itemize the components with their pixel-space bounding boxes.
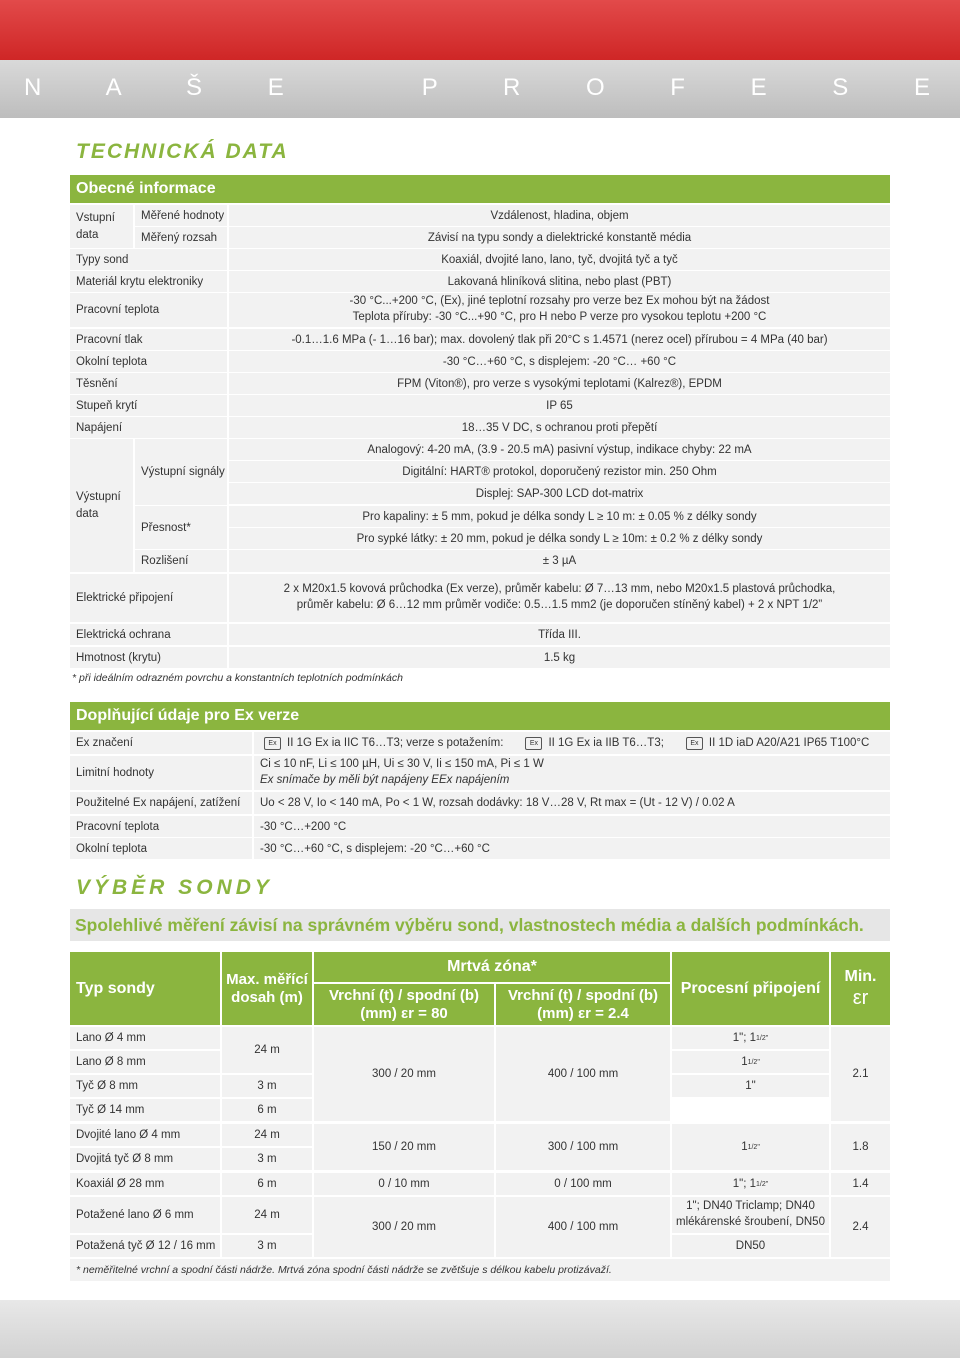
electrical-line-2: průměr kabelu: Ø 6…12 mm průměr vodiče: 0.5…1.5 mm2 (je doporučen stíněný kabel) + 2 x NPT 1/2” xyxy=(296,599,823,611)
seal-label: Těsnění xyxy=(70,373,227,394)
electrical xyxy=(229,574,890,622)
table-cell-min: 1.4 xyxy=(831,1173,890,1195)
ex-marking-icon: Ex xyxy=(264,737,281,750)
table-cell-dead24: 0 / 100 mm xyxy=(496,1173,670,1195)
head-min xyxy=(831,952,890,1025)
resolution-label: Rozlišení xyxy=(135,550,227,572)
head-min-1: Min. xyxy=(844,967,877,985)
ex-marking-2: II 1G Ex ia IIB T6…T3; xyxy=(548,737,664,749)
out-signals-label: Výstupní signály xyxy=(135,439,227,505)
table-cell-min: 2.4 xyxy=(831,1197,890,1257)
ex-marking-3: II 1D iaD A20/A21 IP65 T100°C xyxy=(708,737,870,749)
ambient-label: Okolní teplota xyxy=(70,351,227,372)
electrical-label: Elektrické připojení xyxy=(70,574,227,622)
table-cell-dead80: 0 / 10 mm xyxy=(314,1173,494,1195)
ex-supply-label: Použitelné Ex napájení, zatížení xyxy=(70,792,252,814)
table-cell-conn: 1 1/2" xyxy=(672,1124,829,1170)
table-cell-dead24: 400 / 100 mm xyxy=(496,1197,670,1257)
table-cell-dead24: 400 / 100 mm xyxy=(496,1027,670,1121)
head-dead-80: Vrchní (t) / spodní (b) (mm) εr = 80 xyxy=(314,984,494,1025)
supply: 18…35 V DC, s ochranou proti přepětí xyxy=(229,417,890,438)
op-pressure-label: Pracovní tlak xyxy=(70,329,227,350)
ambient: -30 °C…+60 °C, s displejem: -20 °C… +60 °C xyxy=(229,351,890,372)
table-row-type: Tyč Ø 14 mm xyxy=(70,1099,220,1121)
seal: FPM (Viton®), pro verze s vysokými teplotami (Kalrez®), EPDM xyxy=(229,373,890,394)
ex-ambient: -30 °C…+60 °C, s displejem: -20 °C…+60 °C xyxy=(254,838,890,859)
probe-types-label: Typy sond xyxy=(70,249,227,270)
ex-limits-label: Limitní hodnoty xyxy=(70,756,252,790)
table-cell-conn xyxy=(672,1099,829,1121)
table-cell-range: 3 m xyxy=(222,1075,312,1097)
electrical-line-1: 2 x M20x1.5 kovová průchodka (Ex verze), průměr kabelu: Ø 7…13 mm, nebo M20x1.5 plastová průchodka, xyxy=(283,583,836,596)
accuracy-label: Přesnost* xyxy=(135,506,227,549)
table-row-type: Lano Ø 8 mm xyxy=(70,1051,220,1073)
table-cell-dead80: 150 / 20 mm xyxy=(314,1124,494,1170)
op-temp-line-1: -30 °C...+200 °C, (Ex), jiné teplotní rozsahy pro verze bez Ex mohou být na žádost xyxy=(349,295,770,308)
ip: IP 65 xyxy=(229,395,890,416)
table-row-type: Dvojité lano Ø 4 mm xyxy=(70,1124,220,1146)
display: Displej: SAP-300 LCD dot-matrix xyxy=(229,483,890,504)
table-cell-conn: 1"; 1 1/2" xyxy=(672,1173,829,1195)
ex-header: Doplňující údaje pro Ex verze xyxy=(70,702,890,730)
title-band xyxy=(0,60,960,118)
ex-op-temp: -30 °C…+200 °C xyxy=(254,816,890,837)
ex-marking-label: Ex značení xyxy=(70,732,252,754)
table-row-type: Potažená tyč Ø 12 / 16 mm xyxy=(70,1235,220,1257)
protection-label: Elektrická ochrana xyxy=(70,624,227,645)
table-cell-conn: 1"; 1 1/2" xyxy=(672,1027,829,1049)
table-cell-min: 2.1 xyxy=(831,1027,890,1121)
top-red-band xyxy=(0,0,960,60)
selection-footnote: * neměřitelné vrchní a spodní části nádrže. Mrtvá zóna spodní části nádrže se zvětšuje s délkou kabelu protizávaží. xyxy=(70,1259,890,1281)
input-label: Vstupní data xyxy=(70,205,133,248)
ex-marking xyxy=(254,732,890,754)
head-type: Typ sondy xyxy=(70,952,220,1025)
acc-liquids: Pro kapaliny: ± 5 mm, pokud je délka sondy L ≥ 10 m: ± 0.05 % z délky sondy xyxy=(229,506,890,527)
table-cell-range: 6 m xyxy=(222,1173,312,1195)
ex-ambient-label: Okolní teplota xyxy=(70,838,252,859)
table-row-type: Tyč Ø 8 mm xyxy=(70,1075,220,1097)
ex-limits xyxy=(254,756,890,790)
bottom-band xyxy=(0,1300,960,1358)
table-cell-range: 24 m xyxy=(222,1027,312,1073)
head-min-2: εr xyxy=(852,987,869,1010)
table-cell-range: 3 m xyxy=(222,1148,312,1170)
technical-title: TECHNICKÁ DATA xyxy=(76,140,289,163)
op-temp-label: Pracovní teplota xyxy=(70,293,227,327)
supply-label: Napájení xyxy=(70,417,227,438)
weight-label: Hmotnost (krytu) xyxy=(70,647,227,668)
table-row-type: Potažené lano Ø 6 mm xyxy=(70,1197,220,1233)
table-cell-range: 3 m xyxy=(222,1235,312,1257)
ex-limits-1: Ci ≤ 10 nF, Li ≤ 100 µH, Ui ≤ 30 V, Ii ≤ 150 mA, Pi ≤ 1 W xyxy=(260,758,544,771)
resolution: ± 3 µA xyxy=(229,550,890,572)
weight: 1.5 kg xyxy=(229,647,890,668)
head-conn: Procesní připojení xyxy=(672,952,829,1025)
general-header: Obecné informace xyxy=(70,175,890,203)
probe-types: Koaxiál, dvojité lano, lano, tyč, dvojitá tyč a tyč xyxy=(229,249,890,270)
digital: Digitální: HART® protokol, doporučený rezistor min. 250 Ohm xyxy=(229,461,890,482)
table-cell-conn: DN50 xyxy=(672,1235,829,1257)
measured-range-label: Měřený rozsah xyxy=(135,227,227,248)
measured-values: Vzdálenost, hladina, objem xyxy=(229,205,890,226)
acc-solids: Pro sypké látky: ± 20 mm, pokud je délka sondy L ≥ 10m: ± 0.2 % z délky sondy xyxy=(229,528,890,549)
housing: Lakovaná hliníková slitina, nebo plast (PBT) xyxy=(229,271,890,292)
op-temp xyxy=(229,293,890,327)
head-max: Max. měřící dosah (m) xyxy=(222,952,312,1025)
table-cell-conn: 1 1/2" xyxy=(672,1051,829,1073)
protection: Třída III. xyxy=(229,624,890,645)
table-cell-min: 1.8 xyxy=(831,1124,890,1170)
ex-marking-icon: Ex xyxy=(525,737,542,750)
table-cell-dead80: 300 / 20 mm xyxy=(314,1027,494,1121)
technical-footnote: * při ideálním odrazném povrchu a konstantních teplotních podmínkách xyxy=(72,672,403,684)
op-pressure: -0.1…1.6 MPa (- 1…16 bar); max. dovolený tlak při 20°C s 1.4571 (nerez ocel) přírubou = 4 MPa (40 bar) xyxy=(229,329,890,350)
housing-label: Materiál krytu elektroniky xyxy=(70,271,227,292)
ex-limits-2: Ex snímače by měli být napájeny EEx napájením xyxy=(260,774,510,786)
head-dead-24: Vrchní (t) / spodní (b) (mm) εr = 2.4 xyxy=(496,984,670,1025)
measured-range: Závisí na typu sondy a dielektrické konstantě média xyxy=(229,227,890,248)
table-row-type: Koaxiál Ø 28 mm xyxy=(70,1173,220,1195)
table-row-type: Lano Ø 4 mm xyxy=(70,1027,220,1049)
selection-title: VÝBĚR SONDY xyxy=(76,876,273,899)
op-temp-line-2: Teplota příruby: -30 °C...+90 °C, pro H nebo P verze pro vysokou teplotu +200 °C xyxy=(352,311,767,323)
selection-headline: Spolehlivé měření závisí na správném výběru sond, vlastnostech média a dalších podmínkách. xyxy=(70,909,890,941)
table-cell-range: 24 m xyxy=(222,1197,312,1233)
ex-supply: Uo < 28 V, Io < 140 mA, Po < 1 W, rozsah dodávky: 18 V…28 V, Rt max = (Ut - 12 V) / 0.02 A xyxy=(254,792,890,814)
band-title: N A Š E P R O F E S E xyxy=(24,74,960,101)
table-cell-conn: 1"; DN40 Triclamp; DN40 mlékárenské šroubení, DN50 xyxy=(672,1197,829,1233)
table-row-type: Dvojitá tyč Ø 8 mm xyxy=(70,1148,220,1170)
head-dead: Mrtvá zóna* xyxy=(314,952,670,982)
table-cell-range: 6 m xyxy=(222,1099,312,1121)
output-label: Výstupní data xyxy=(70,439,133,572)
ip-label: Stupeň krytí xyxy=(70,395,227,416)
ex-op-temp-label: Pracovní teplota xyxy=(70,816,252,837)
table-cell-dead24: 300 / 100 mm xyxy=(496,1124,670,1170)
table-cell-conn: 1" xyxy=(672,1075,829,1097)
analog: Analogový: 4-20 mA, (3.9 - 20.5 mA) pasivní výstup, indikace chyby: 22 mA xyxy=(229,439,890,460)
ex-marking-icon: Ex xyxy=(686,737,703,750)
table-cell-dead80: 300 / 20 mm xyxy=(314,1197,494,1257)
table-cell-range: 24 m xyxy=(222,1124,312,1146)
ex-marking-1: II 1G Ex ia IIC T6…T3; verze s potažením: xyxy=(287,737,504,749)
measured-values-label: Měřené hodnoty xyxy=(135,205,227,226)
